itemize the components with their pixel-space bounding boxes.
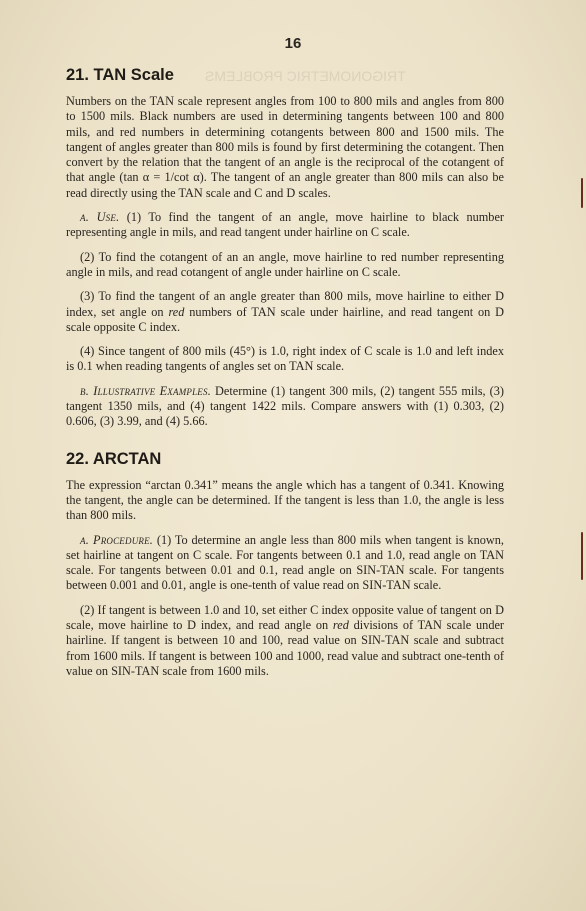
procedure-2-before: (2) If tangent is between 1.0 and 10, set either C index opposite value of tangent on D scale, move hairline to D index, and read angle on <box>66 602 504 633</box>
margin-mark-bottom <box>581 532 583 580</box>
examples-text: Determine (1) tangent 300 mils, (2) tangent 555 mils, (3) tangent 1350 mils, and (4) tangent 1422 mils. Compare answers with (1) 0.303, (2) 0.606, (3) 3.99, and (4) 5.66. <box>66 383 504 429</box>
page-number: 16 <box>284 35 302 52</box>
section-21-heading: 21. TAN Scale <box>66 66 174 84</box>
procedure-paragraph-1 <box>66 533 504 594</box>
use-paragraph-4: (4) Since tangent of 800 mils (45°) is 1.0, right index of C scale is 1.0 and left index is 0.1 when reading tangents of angles set on TAN scale. <box>66 344 504 374</box>
section-22-heading: 22. ARCTAN <box>66 449 162 468</box>
section-22-intro: The expression “arctan 0.341” means the angle which has a tangent of 0.341. Knowing the tangent, the angle can be determined. If the tangent is less than 1.0, the angle is less than 800 mils. <box>66 477 504 523</box>
use-3-before: (3) To find the tangent of an angle greater than 800 mils, move hairline to either D index, set angle on <box>66 289 504 319</box>
procedure-2-after: divisions of TAN scale under hairline. If tangent is between 10 and 100, read value on SIN-TAN scale and subtract from 1600 mils. If tangent is between 100 and 1000, read value and subtract one-tenth of value on SIN-TAN scale from 1600 mils. <box>66 618 505 678</box>
examples-paragraph <box>66 384 504 430</box>
margin-mark-top <box>581 178 583 208</box>
use-3-red-word: red <box>168 304 185 319</box>
procedure-1-text: (1) To determine an angle less than 800 mils when tangent is known, set hairline at tangent on C scale. For tangents between 0.1 and 1.0, read angle on TAN scale. For tangents between 0.01 and 0.1, read angle on SIN-TAN scale. For tangents between 0.001 and 0.01, angle is one-tenth of value read on SIN-TAN scale. <box>66 532 504 593</box>
procedure-paragraph-2 <box>66 603 504 679</box>
use-label: a. Use. <box>80 210 120 225</box>
use-paragraph-1 <box>66 210 504 241</box>
examples-label: b. Illustrative Examples. <box>80 383 211 398</box>
use-paragraph-2: (2) To find the cotangent of an an angle, move hairline to red number representing angle in mils, and read cotangent of angle under hairline on C scale. <box>66 249 504 279</box>
use-paragraph-3 <box>66 289 504 335</box>
procedure-label: a. Procedure. <box>80 532 154 547</box>
show-through-text: TRIGONOMETRIC PROBLEMS <box>205 68 406 84</box>
use-3-after: numbers of TAN scale under hairline, and read tangent on D scale opposite C index. <box>66 304 505 334</box>
procedure-2-red-word: red <box>332 618 349 633</box>
section-21-intro: Numbers on the TAN scale represent angles from 100 to 800 mils and angles from 800 to 1500 mils. Black numbers are used in determining tangents between 100 and 800 mils, and red numbers in determining cotangents between 800 and 1500 mils. The tangent of angles greater than 800 mils is found by first determining the cotangent. Then convert by the relation that the tangent of an angle is the reciprocal of the cotangent of that angle (tan α = 1/cot α). The tangent of an angle greater than 800 mils can also be read directly using the TAN scale and C and D scales. <box>66 94 504 200</box>
use-1-text: (1) To find the tangent of an angle, move hairline to black number representing angle in mils, and read tangent under hairline on C scale. <box>66 210 505 240</box>
page-content <box>66 66 504 679</box>
